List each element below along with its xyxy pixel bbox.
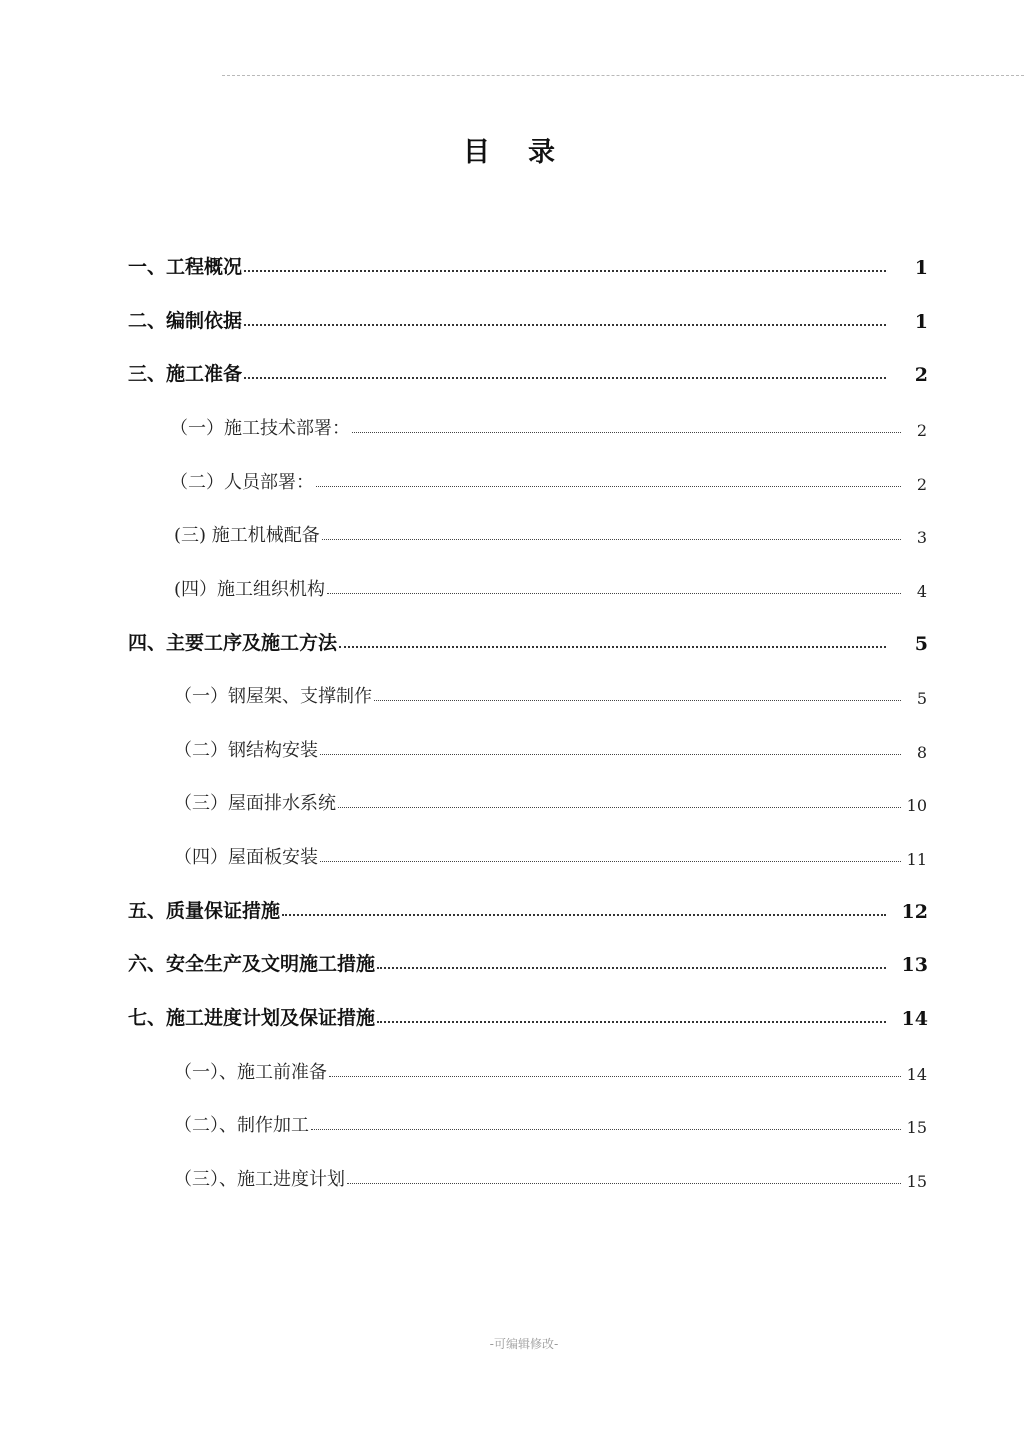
toc-entry-text: 四、主要工序及施工方法 — [128, 632, 338, 654]
toc-page-number: 1 — [914, 311, 928, 333]
dot-leader — [347, 1183, 901, 1184]
toc-entry-text: 七、施工进度计划及保证措施 — [128, 1007, 376, 1029]
toc-entry[interactable] — [128, 253, 928, 279]
dot-leader — [327, 593, 901, 594]
toc-page-number: 15 — [906, 1172, 927, 1191]
toc-entry-text: 三、施工准备 — [128, 363, 243, 385]
dot-leader — [311, 1129, 901, 1130]
toc-entry[interactable] — [174, 1165, 927, 1191]
dot-leader — [320, 754, 901, 755]
toc-entry-text: （一）施工技术部署： — [170, 418, 350, 439]
toc-entry[interactable] — [128, 360, 928, 386]
toc-page-number: 14 — [906, 1065, 927, 1084]
toc-entry-text: （三）屋面排水系统 — [174, 793, 336, 814]
toc-page-number: 2 — [914, 364, 928, 386]
toc-entry[interactable] — [174, 575, 927, 601]
toc-page-number: 2 — [916, 421, 927, 440]
page-footer: -可编辑修改- — [489, 1337, 559, 1351]
toc-entry[interactable] — [174, 1111, 927, 1137]
toc-entry-text: （二）、制作加工 — [174, 1115, 309, 1136]
toc-page-number: 15 — [906, 1118, 927, 1137]
toc-page-number: 10 — [906, 796, 927, 815]
header-rule — [222, 75, 1024, 76]
toc-entry[interactable] — [174, 736, 927, 762]
toc-page-number: 13 — [901, 954, 928, 976]
dot-leader — [244, 270, 886, 272]
toc-entry[interactable] — [170, 414, 927, 440]
dot-leader — [377, 967, 886, 969]
toc-entry-text: （二）人员部署： — [170, 472, 314, 493]
toc-entry[interactable] — [128, 950, 928, 976]
toc-entry-text: （一）、施工前准备 — [174, 1062, 327, 1083]
toc-entry[interactable] — [128, 897, 928, 923]
dot-leader — [329, 1076, 901, 1077]
toc-page-number: 3 — [916, 528, 927, 547]
toc-page-number: 5 — [916, 689, 927, 708]
toc-entry[interactable] — [128, 629, 928, 655]
toc-entry[interactable] — [174, 682, 927, 708]
toc-page-number: 4 — [916, 582, 927, 601]
dot-leader — [244, 377, 886, 379]
toc-entry[interactable] — [128, 307, 928, 333]
dot-leader — [374, 700, 901, 701]
toc-entry-text: （四）屋面板安装 — [174, 847, 318, 868]
toc-entry[interactable] — [174, 843, 927, 869]
toc-page-number: 2 — [916, 475, 927, 494]
toc-page-number: 14 — [901, 1008, 928, 1030]
toc-page-number: 12 — [901, 901, 928, 923]
toc-entry-text: 六、安全生产及文明施工措施 — [128, 953, 376, 975]
toc-entry[interactable] — [174, 789, 927, 815]
dot-leader — [244, 324, 886, 326]
dot-leader — [282, 914, 886, 916]
toc-entry[interactable] — [170, 468, 927, 494]
dot-leader — [352, 432, 901, 433]
toc-entry-text: (四）施工组织机构 — [174, 579, 326, 600]
toc-page-number: 11 — [906, 850, 927, 869]
toc-page-number: 5 — [914, 633, 928, 655]
dot-leader — [322, 539, 901, 540]
toc-page-number: 1 — [914, 257, 928, 279]
dot-leader — [316, 486, 901, 487]
toc-entry-text: 一、工程概况 — [128, 256, 243, 278]
toc-entry[interactable] — [174, 1058, 927, 1084]
toc-entry-text: （三）、施工进度计划 — [174, 1169, 345, 1190]
toc-entry-text: (三) 施工机械配备 — [174, 525, 320, 546]
page-title: 目录 — [463, 137, 593, 168]
toc-entry-text: 二、编制依据 — [128, 310, 243, 332]
toc-entry[interactable] — [128, 1004, 928, 1030]
dot-leader — [320, 861, 901, 862]
toc-entry-text: （二）钢结构安装 — [174, 740, 318, 761]
toc-entry-text: 五、质量保证措施 — [128, 900, 281, 922]
dot-leader — [377, 1021, 886, 1023]
toc-page-number: 8 — [916, 743, 927, 762]
dot-leader — [338, 807, 901, 808]
dot-leader — [339, 646, 886, 648]
toc-entry[interactable] — [174, 521, 927, 547]
toc-entry-text: （一）钢屋架、支撑制作 — [174, 686, 372, 707]
